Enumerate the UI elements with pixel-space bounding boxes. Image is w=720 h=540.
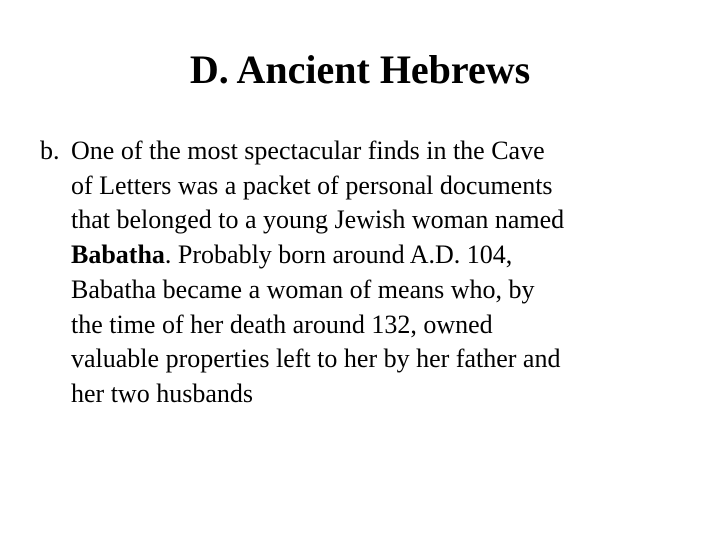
- slide-body-item: [40, 134, 690, 412]
- text-line-2: of Letters was a packet of personal documents: [71, 170, 553, 200]
- text-line-5: Babatha became a woman of means who, by: [71, 274, 535, 304]
- item-text: [40, 134, 690, 412]
- slide-title: D. Ancient Hebrews: [189, 47, 531, 92]
- text-line-7: valuable properties left to her by her father and: [71, 344, 561, 374]
- text-line-6: the time of her death around 132, owned: [71, 309, 493, 339]
- item-marker: b.: [40, 136, 60, 165]
- text-line-8: her two husbands: [71, 378, 253, 408]
- text-line-1: One of the most spectacular finds in the Cave: [71, 136, 545, 165]
- text-line-4: [71, 238, 690, 273]
- text-line-3: that belonged to a young Jewish woman named: [71, 205, 565, 235]
- highlighted-name: Babatha: [71, 240, 165, 270]
- text-line-4-rest: . Probably born around A.D. 104,: [164, 240, 513, 270]
